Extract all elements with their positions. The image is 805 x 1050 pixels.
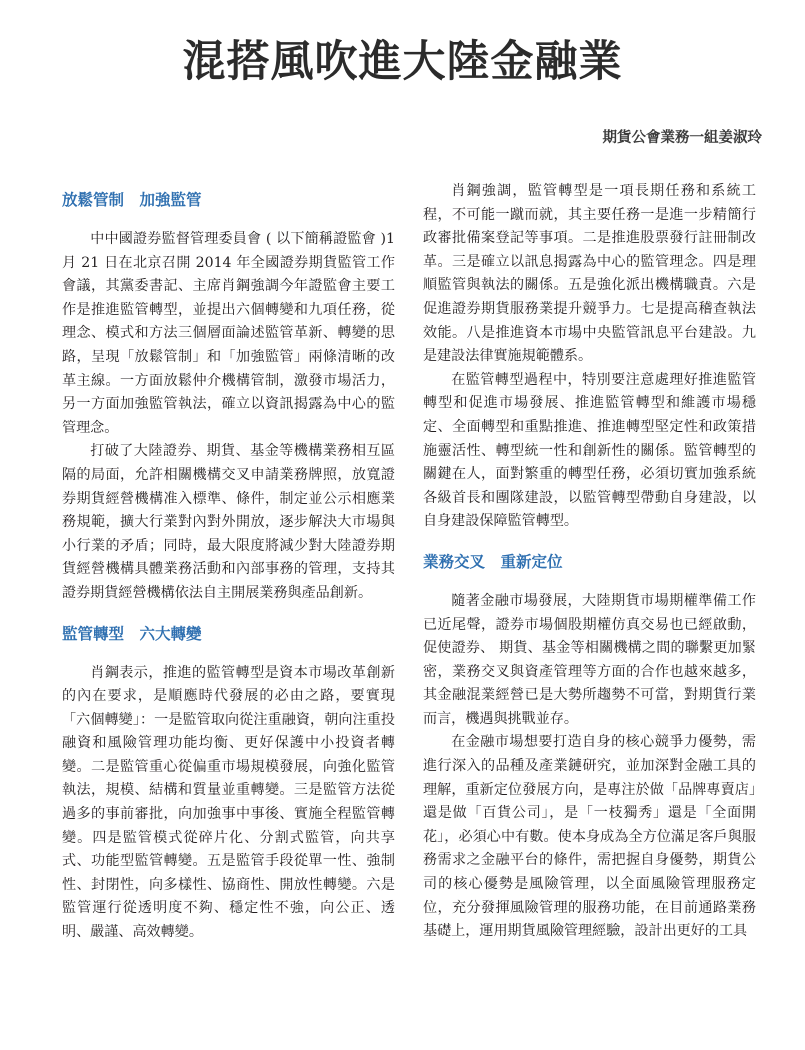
paragraph: 打破了大陸證券、期貨、基金等機構業務相互區隔的局面，允許相關機構交叉申請業務牌照，放寬證券期貨經營機構准入標準、條件，制定並公示相應業務規範，擴大行業對內對外開放，逐步解決大市場與小行業的矛盾；同時，最大限度將減少對大陸證券期貨經營機構具體業務活動和內部事務的管理，支持其證券期貨經營機構依法自主開展業務與產品創新。 — [62, 443, 395, 601]
section-heading: 放鬆管制 加強監管 — [62, 191, 202, 209]
article-title: 混搭風吹進大陸金融業 — [182, 37, 623, 87]
paragraph: 中中國證券監督管理委員會 ( 以下簡稱證監會 )1 月 21 日在北京召開 2014 年全國證券期貨監管工作會議，其黨委書記、主席肖鋼強調今年證監會主要工作是推進監管轉型，並提出六個轉變和九項任務，從理念、模式和方法三個層面論述監管革新、轉變的思路，呈現「放鬆管制」和「加強監管」兩條清晰的改革主線。一方面放鬆仲介機構管制，激發市場活力，另一方面加強監管執法，確立以資訊揭露為中心的監管理念。 — [62, 231, 395, 436]
section-heading: 監管轉型 六大轉變 — [62, 624, 202, 643]
paragraph: 在監管轉型過程中，特別要注意處理好推進監管轉型和促進市場發展、推進監管轉型和維護市場穩定、全面轉型和重點推進、推進轉型堅定性和政策措施靈活性、轉型統一性和創新性的關係。監管轉型的關鍵在人，面對繁重的轉型任務，必須切實加強系統各級首長和團隊建設，以監管轉型帶動自身建設，以自身建設保障監管轉型。 — [423, 371, 756, 530]
paragraph: 肖鋼表示，推進的監管轉型是資本市場改革創新的內在要求，是順應時代發展的必由之路，要實現「六個轉變」：一是監管取向從注重融資，朝向注重投融資和風險管理功能均衡、更好保護中小投資者轉變。二是監管重心從偏重市場規模發展，向強化監管執法，規模、結構和質量並重轉變。三是監管方法從過多的事前審批，向加強事中事後、實施全程監管轉變。四是監管模式從碎片化、分割式監管，向共享式、功能型監管轉變。五是監管手段從單一性、強制性、封閉性，向多樣性、協商性、開放性轉變。六是監管運行從透明度不夠、穩定性不強，向公正、透明、嚴謹、高效轉變。 — [62, 664, 395, 941]
author-byline: 期貨公會業務一組姜淑玲 — [602, 130, 762, 146]
paragraph: 隨著金融市場發展，大陸期貨市場期權準備工作已近尾聲，證券市場個股期權仿真交易也已經啟動，促使證券、 期貨、基金等相關機構之間的聯繫更加緊密，業務交叉與資產管理等方面的合作也越來越多，其金融混業經營已是大勢所趨勢不可當，對期貨行業而言，機遇與挑戰並存。 — [423, 592, 756, 727]
right-column — [423, 180, 756, 944]
paragraph: 在金融市場想要打造自身的核心競爭力優勢，需進行深入的品種及產業鏈研究，並加深對金融工具的理解，重新定位發展方向，是專注於做「品牌專賣店」還是做「百貨公司」，是「一枝獨秀」還是「全面開花」，必須心中有數。使本身成為全方位滿足客戶與服務需求之金融平台的條件，需把握自身優勢，期貨公司的核心優勢是風險管理，以全面風險管理服務定位，充分發揮風險管理的服務功能，在目前通路業務基礎上，運用期貨風險管理經驗，設計出更好的工具 — [423, 734, 756, 940]
left-column — [62, 180, 395, 945]
paragraph: 肖鋼強調，監管轉型是一項長期任務和系統工程，不可能一蹴而就，其主要任務一是進一步精簡行政審批備案登記等事項。二是推進股票發行註冊制改革。三是確立以訊息揭露為中心的監管理念。四是理順監管與執法的關係。五是強化派出機構職責。六是促進證券期貨服務業提升競爭力。七是提高稽查執法效能。八是推進資本市場中央監管訊息平台建設。九是建設法律實施規範體系。 — [423, 183, 756, 365]
section-heading: 業務交叉 重新定位 — [423, 552, 563, 571]
